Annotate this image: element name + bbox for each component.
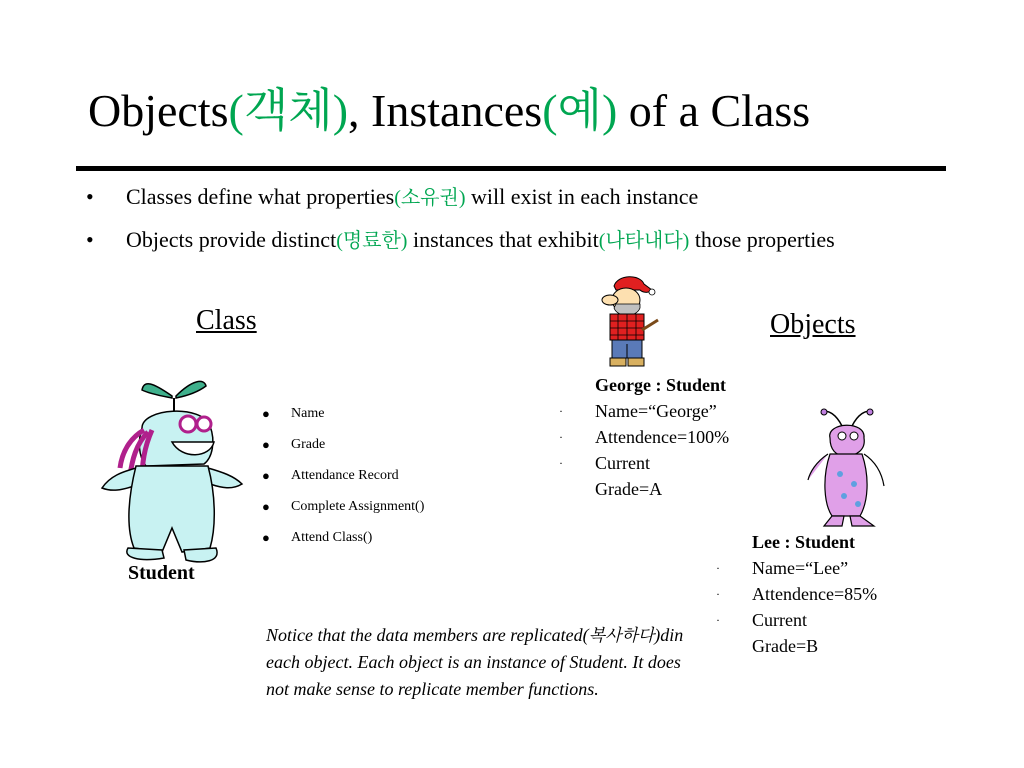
bullet-korean-gloss: (명료한)	[336, 230, 408, 252]
field-dot-icon: ·	[716, 561, 720, 575]
title-separator: ,	[348, 85, 372, 136]
lee-field	[716, 581, 922, 607]
lumberjack-cartoon-icon	[596, 274, 660, 370]
bullet-korean-gloss: (소유권)	[394, 187, 466, 209]
objects-heading: Objects	[770, 309, 856, 340]
field-text: Attendence=85%	[752, 584, 878, 604]
member-item: ● Attendance Record	[262, 466, 462, 485]
field-text: Name=“George”	[595, 401, 717, 421]
bullet-text: Classes define what properties	[126, 184, 395, 209]
member-item: ● Name	[262, 404, 462, 423]
title-instances: Instances	[371, 85, 543, 136]
bullet-text: Objects provide distinct	[126, 227, 337, 252]
field-dot-icon: ·	[559, 456, 563, 470]
lee-field	[716, 607, 842, 659]
student-caption: Student	[128, 562, 195, 584]
bullet-text: instances that exhibit	[407, 227, 599, 252]
title-divider	[76, 166, 946, 171]
field-dot-icon: ·	[559, 430, 563, 444]
notice-text: )din each object. Each object is an instance of Student. It does not make sense to replicate member functions.	[266, 625, 684, 699]
notice-korean-gloss: 복사하다	[588, 626, 655, 645]
class-heading: Class	[196, 305, 257, 336]
member-item: ● Complete Assignment()	[262, 497, 462, 516]
lee-object	[716, 529, 922, 659]
bullet-item	[86, 223, 906, 258]
title-objects-korean: (객체)	[228, 85, 349, 136]
member-item: ● Grade	[262, 435, 462, 454]
lee-field-list	[716, 555, 922, 659]
bullet-list	[86, 180, 906, 266]
member-item: ● Attend Class()	[262, 528, 462, 547]
slide-title	[88, 86, 810, 137]
title-instances-korean: (예)	[542, 85, 618, 136]
lee-field	[716, 555, 922, 581]
title-objects: Objects	[88, 85, 229, 136]
george-field	[559, 398, 765, 424]
george-field	[559, 424, 765, 450]
class-member-list	[262, 404, 462, 559]
alien-cartoon-icon	[806, 408, 886, 530]
notice-note	[266, 622, 686, 703]
bullet-korean-gloss: (나타내다)	[598, 230, 690, 252]
george-object-title: George : Student	[595, 375, 726, 395]
bullet-text: will exist in each instance	[465, 184, 699, 209]
bullet-item	[86, 180, 906, 215]
george-field-list	[559, 398, 765, 502]
field-dot-icon: ·	[716, 613, 720, 627]
title-of-a-class: of a Class	[617, 85, 811, 136]
field-dot-icon: ·	[559, 404, 563, 418]
lee-object-title: Lee : Student	[752, 532, 855, 552]
field-text: Attendence=100%	[595, 427, 730, 447]
field-text: Current Grade=B	[752, 610, 819, 656]
notice-text: Notice that the data members are replicated(	[266, 625, 589, 645]
field-dot-icon: ·	[716, 587, 720, 601]
field-text: Name=“Lee”	[752, 558, 849, 578]
bullet-text: those properties	[689, 227, 835, 252]
george-field	[559, 450, 685, 502]
field-text: Current Grade=A	[595, 453, 663, 499]
george-object	[559, 372, 765, 502]
student-cartoon-icon	[92, 368, 252, 568]
